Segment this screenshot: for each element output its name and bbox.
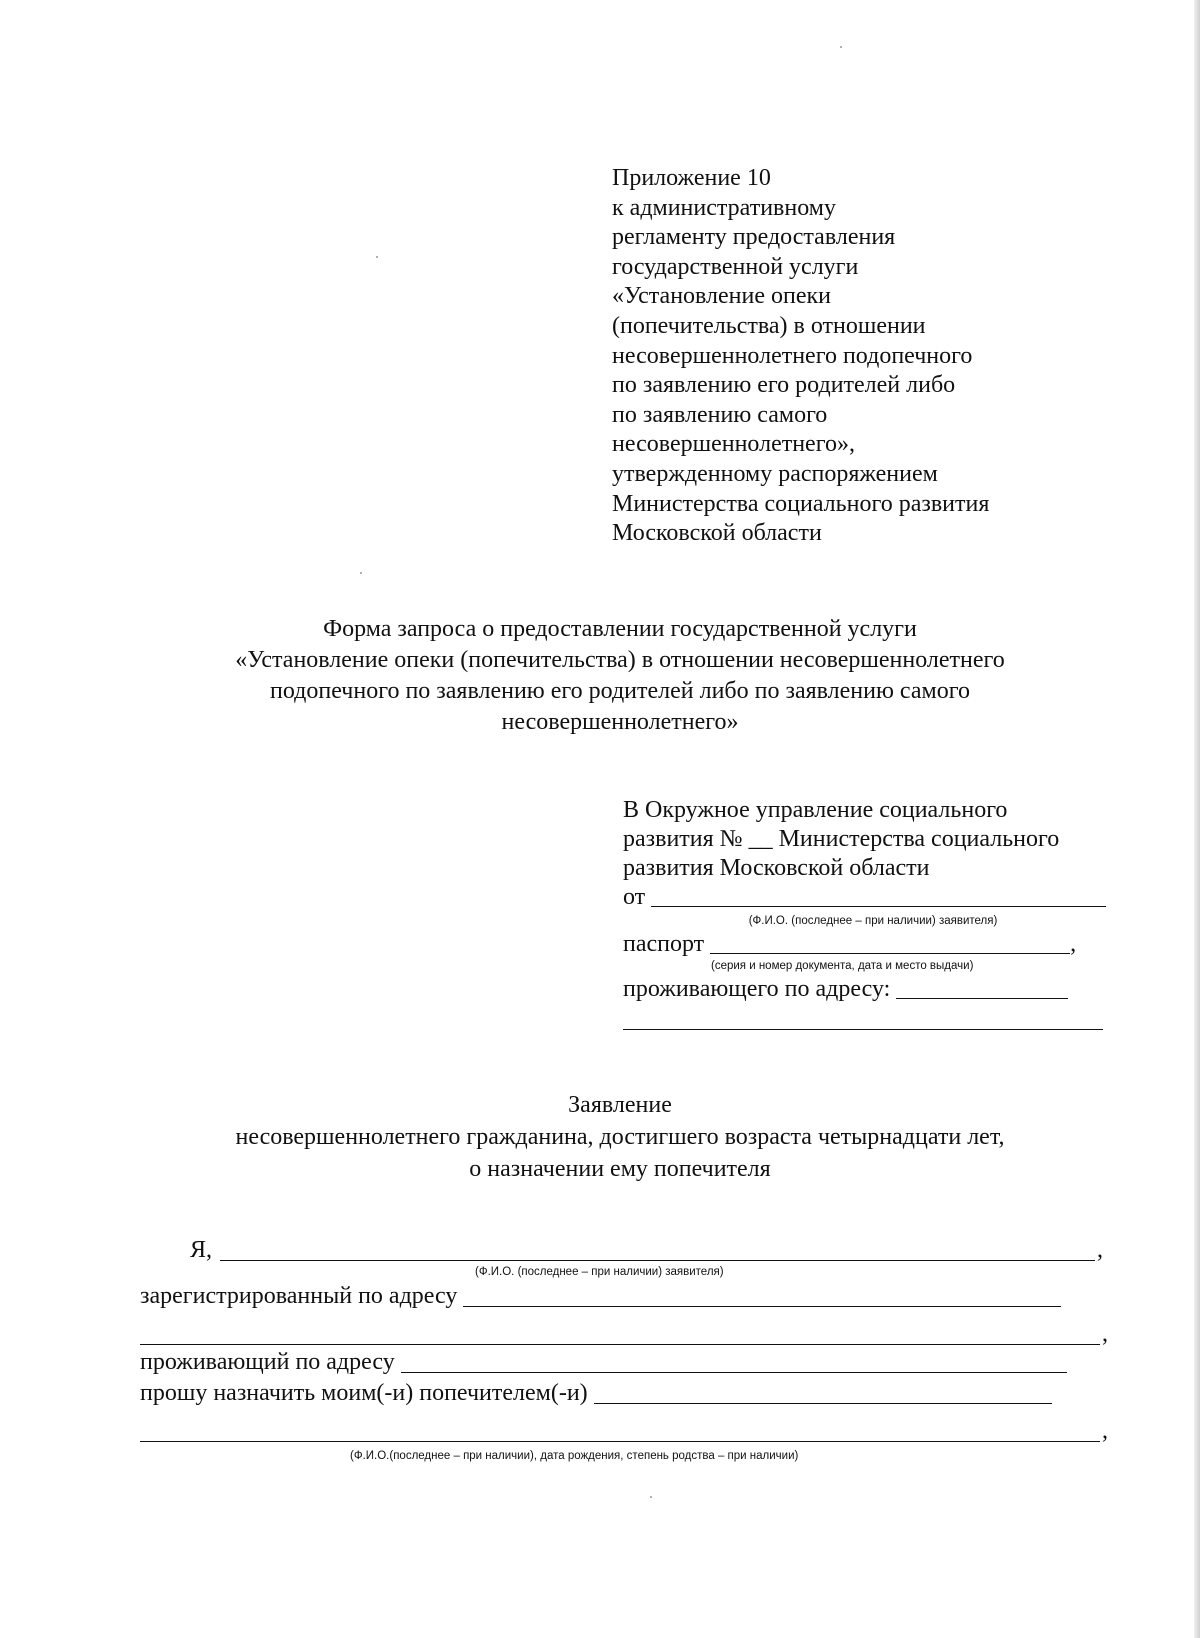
- from-label: от: [623, 884, 646, 910]
- appendix-line: Московской области: [612, 520, 822, 547]
- residing-body-row: [140, 1348, 1067, 1376]
- registered-comma: ,: [1102, 1321, 1108, 1347]
- registered-address-line[interactable]: [463, 1306, 1061, 1307]
- registered-address-line-2[interactable]: [140, 1344, 1100, 1345]
- addressee-line: развития Московской области: [623, 855, 930, 881]
- appendix-line: Министерства социального развития: [612, 490, 990, 517]
- applicant-name-line[interactable]: [220, 1260, 1095, 1261]
- scan-speck: [376, 256, 378, 258]
- applicant-caption: (Ф.И.О. (последнее – при наличии) заявителя): [475, 1266, 724, 1278]
- from-caption: (Ф.И.О. (последнее – при наличии) заявителя): [748, 915, 998, 927]
- passport-caption: (серия и номер документа, дата и место выдачи): [711, 960, 974, 972]
- applicant-row: [190, 1236, 1103, 1264]
- appendix-line: «Установление опеки: [612, 283, 832, 310]
- residing-input-line[interactable]: [896, 997, 1068, 999]
- form-title-line: несовершеннолетнего»: [501, 709, 739, 735]
- passport-row: [623, 930, 1123, 959]
- appendix-line: (попечительства) в отношении: [612, 312, 926, 339]
- from-row: [623, 883, 1123, 912]
- guardian-caption: (Ф.И.О.(последнее – при наличии), дата рождения, степень родства – при наличии): [350, 1450, 799, 1462]
- appendix-line: к административному: [612, 194, 836, 221]
- form-title: [140, 614, 1100, 738]
- addressee-line: развития № __ Министерства социального: [623, 826, 1060, 852]
- scan-speck: [360, 572, 362, 574]
- appendix-line: Приложение 10: [612, 165, 771, 191]
- residing-row: [623, 975, 1123, 1004]
- scan-speck: [650, 1496, 652, 1498]
- appendix-line: несовершеннолетнего подопечного: [612, 342, 973, 369]
- registered-label: зарегистрированный по адресу: [140, 1283, 458, 1309]
- residing-label: проживающего по адресу:: [623, 976, 891, 1002]
- form-title-line: «Установление опеки (попечительства) в отношении несовершеннолетнего: [235, 647, 1005, 673]
- statement-subtitle: о назначении ему попечителя: [469, 1156, 771, 1182]
- guardian-row-2: [140, 1417, 1108, 1445]
- appendix-line: государственной услуги: [612, 253, 859, 280]
- residing-input-line-2[interactable]: [623, 1028, 1103, 1030]
- registered-row: [140, 1282, 1061, 1310]
- appendix-line: по заявлению самого: [612, 401, 828, 428]
- request-row: [140, 1379, 1052, 1407]
- passport-comma: ,: [1070, 931, 1077, 957]
- guardian-comma: ,: [1102, 1418, 1108, 1444]
- appendix-line: утвержденному распоряжением: [612, 460, 938, 487]
- appendix-line: регламенту предоставления: [612, 224, 896, 251]
- residing-body-line[interactable]: [401, 1372, 1067, 1373]
- residing-body-label: проживающий по адресу: [140, 1349, 395, 1375]
- passport-label: паспорт: [623, 931, 705, 957]
- statement-subtitle: несовершеннолетнего гражданина, достигшего возраста четырнадцати лет,: [235, 1124, 1005, 1150]
- addressee-line: В Окружное управление социального: [623, 797, 1008, 823]
- i-label: Я,: [190, 1237, 213, 1263]
- guardian-name-line[interactable]: [594, 1403, 1052, 1404]
- request-label: прошу назначить моим(-и) попечителем(-и): [140, 1380, 588, 1406]
- addressee-block: [623, 796, 1123, 1030]
- registered-row-2: [140, 1320, 1108, 1348]
- appendix-line: несовершеннолетнего»,: [612, 431, 855, 458]
- appendix-line: по заявлению его родителей либо: [612, 372, 956, 399]
- statement-title: [140, 1089, 1100, 1185]
- scan-edge: [1194, 0, 1200, 1638]
- form-title-line: подопечного по заявлению его родителей либо по заявлению самого: [270, 678, 970, 704]
- form-title-line: Форма запроса о предоставлении государственной услуги: [323, 616, 917, 642]
- guardian-name-line-2[interactable]: [140, 1441, 1100, 1442]
- scan-speck: [840, 46, 842, 48]
- appendix-header: [612, 164, 1112, 549]
- passport-input-line[interactable]: [710, 952, 1070, 954]
- statement-heading: Заявление: [568, 1092, 672, 1118]
- applicant-comma: ,: [1097, 1237, 1104, 1263]
- from-input-line[interactable]: [651, 905, 1106, 907]
